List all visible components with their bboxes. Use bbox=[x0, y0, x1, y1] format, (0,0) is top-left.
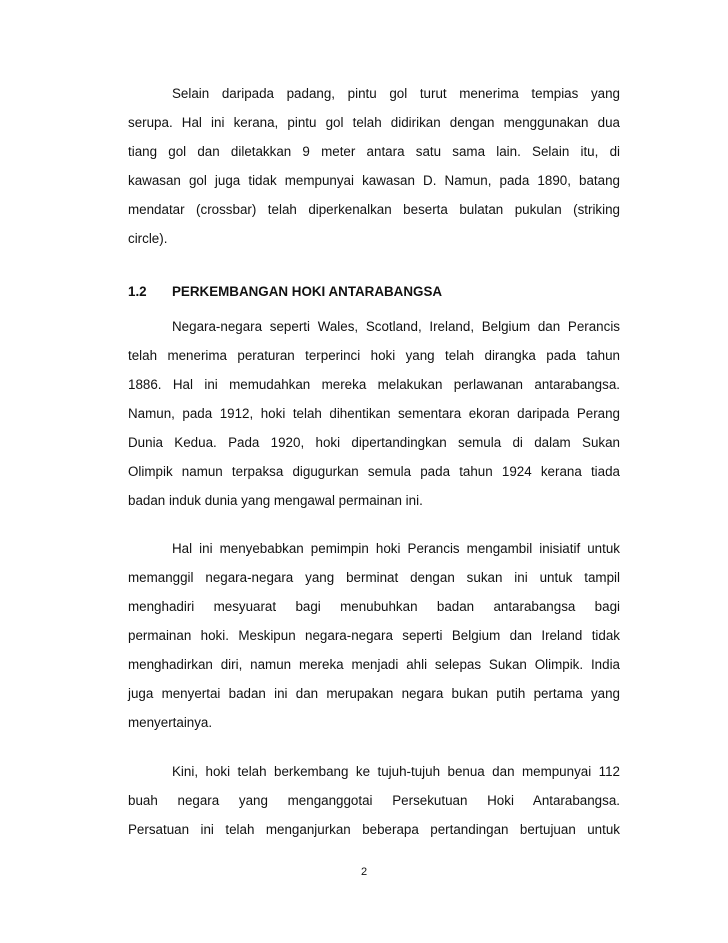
paragraph-line: memanggil negara-negara yang berminat dengan sukan ini untuk tampil bbox=[128, 570, 620, 585]
paragraph-line: Olimpik namun terpaksa digugurkan semula pada tahun 1924 kerana tiada bbox=[128, 464, 620, 479]
paragraph-line: kawasan gol juga tidak mempunyai kawasan D. Namun, pada 1890, batang bbox=[128, 173, 620, 188]
page-number: 2 bbox=[360, 866, 368, 878]
paragraph-line: telah menerima peraturan terperinci hoki yang telah dirangka pada tahun bbox=[128, 348, 620, 363]
paragraph-line: serupa. Hal ini kerana, pintu gol telah didirikan dengan menggunakan dua bbox=[128, 115, 620, 130]
section-title: PERKEMBANGAN HOKI ANTARABANGSA bbox=[172, 284, 443, 299]
paragraph-line: Kini, hoki telah berkembang ke tujuh-tujuh benua dan mempunyai 112 bbox=[172, 764, 620, 779]
section-number: 1.2 bbox=[128, 284, 147, 299]
paragraph-line: menghadirkan diri, namun mereka menjadi ahli selepas Sukan Olimpik. India bbox=[128, 657, 620, 672]
paragraph-line: buah negara yang menganggotai Persekutuan Hoki Antarabangsa. bbox=[128, 793, 620, 808]
paragraph-line: Selain daripada padang, pintu gol turut menerima tempias yang bbox=[172, 86, 620, 101]
paragraph-line: Namun, pada 1912, hoki telah dihentikan sementara ekoran daripada Perang bbox=[128, 406, 620, 421]
paragraph-line: circle). bbox=[128, 231, 168, 246]
paragraph-line: mendatar (crossbar) telah diperkenalkan beserta bulatan pukulan (striking bbox=[128, 202, 620, 217]
paragraph-line: 1886. Hal ini memudahkan mereka melakukan perlawanan antarabangsa. bbox=[128, 377, 620, 392]
paragraph-line: badan induk dunia yang mengawal permainan ini. bbox=[128, 493, 423, 508]
paragraph-line: tiang gol dan diletakkan 9 meter antara satu sama lain. Selain itu, di bbox=[128, 144, 620, 159]
paragraph-line: Negara-negara seperti Wales, Scotland, Ireland, Belgium dan Perancis bbox=[172, 319, 620, 334]
paragraph-line: permainan hoki. Meskipun negara-negara seperti Belgium dan Ireland tidak bbox=[128, 628, 620, 643]
paragraph-line: menyertainya. bbox=[128, 715, 213, 730]
paragraph-line: juga menyertai badan ini dan merupakan negara bukan putih pertama yang bbox=[128, 686, 620, 701]
paragraph-line: Dunia Kedua. Pada 1920, hoki dipertandingkan semula di dalam Sukan bbox=[128, 435, 620, 450]
paragraph-line: menghadiri mesyuarat bagi menubuhkan badan antarabangsa bagi bbox=[128, 599, 620, 614]
paragraph-line: Persatuan ini telah menganjurkan beberapa pertandingan bertujuan untuk bbox=[128, 822, 620, 837]
paragraph-line: Hal ini menyebabkan pemimpin hoki Perancis mengambil inisiatif untuk bbox=[172, 541, 620, 556]
